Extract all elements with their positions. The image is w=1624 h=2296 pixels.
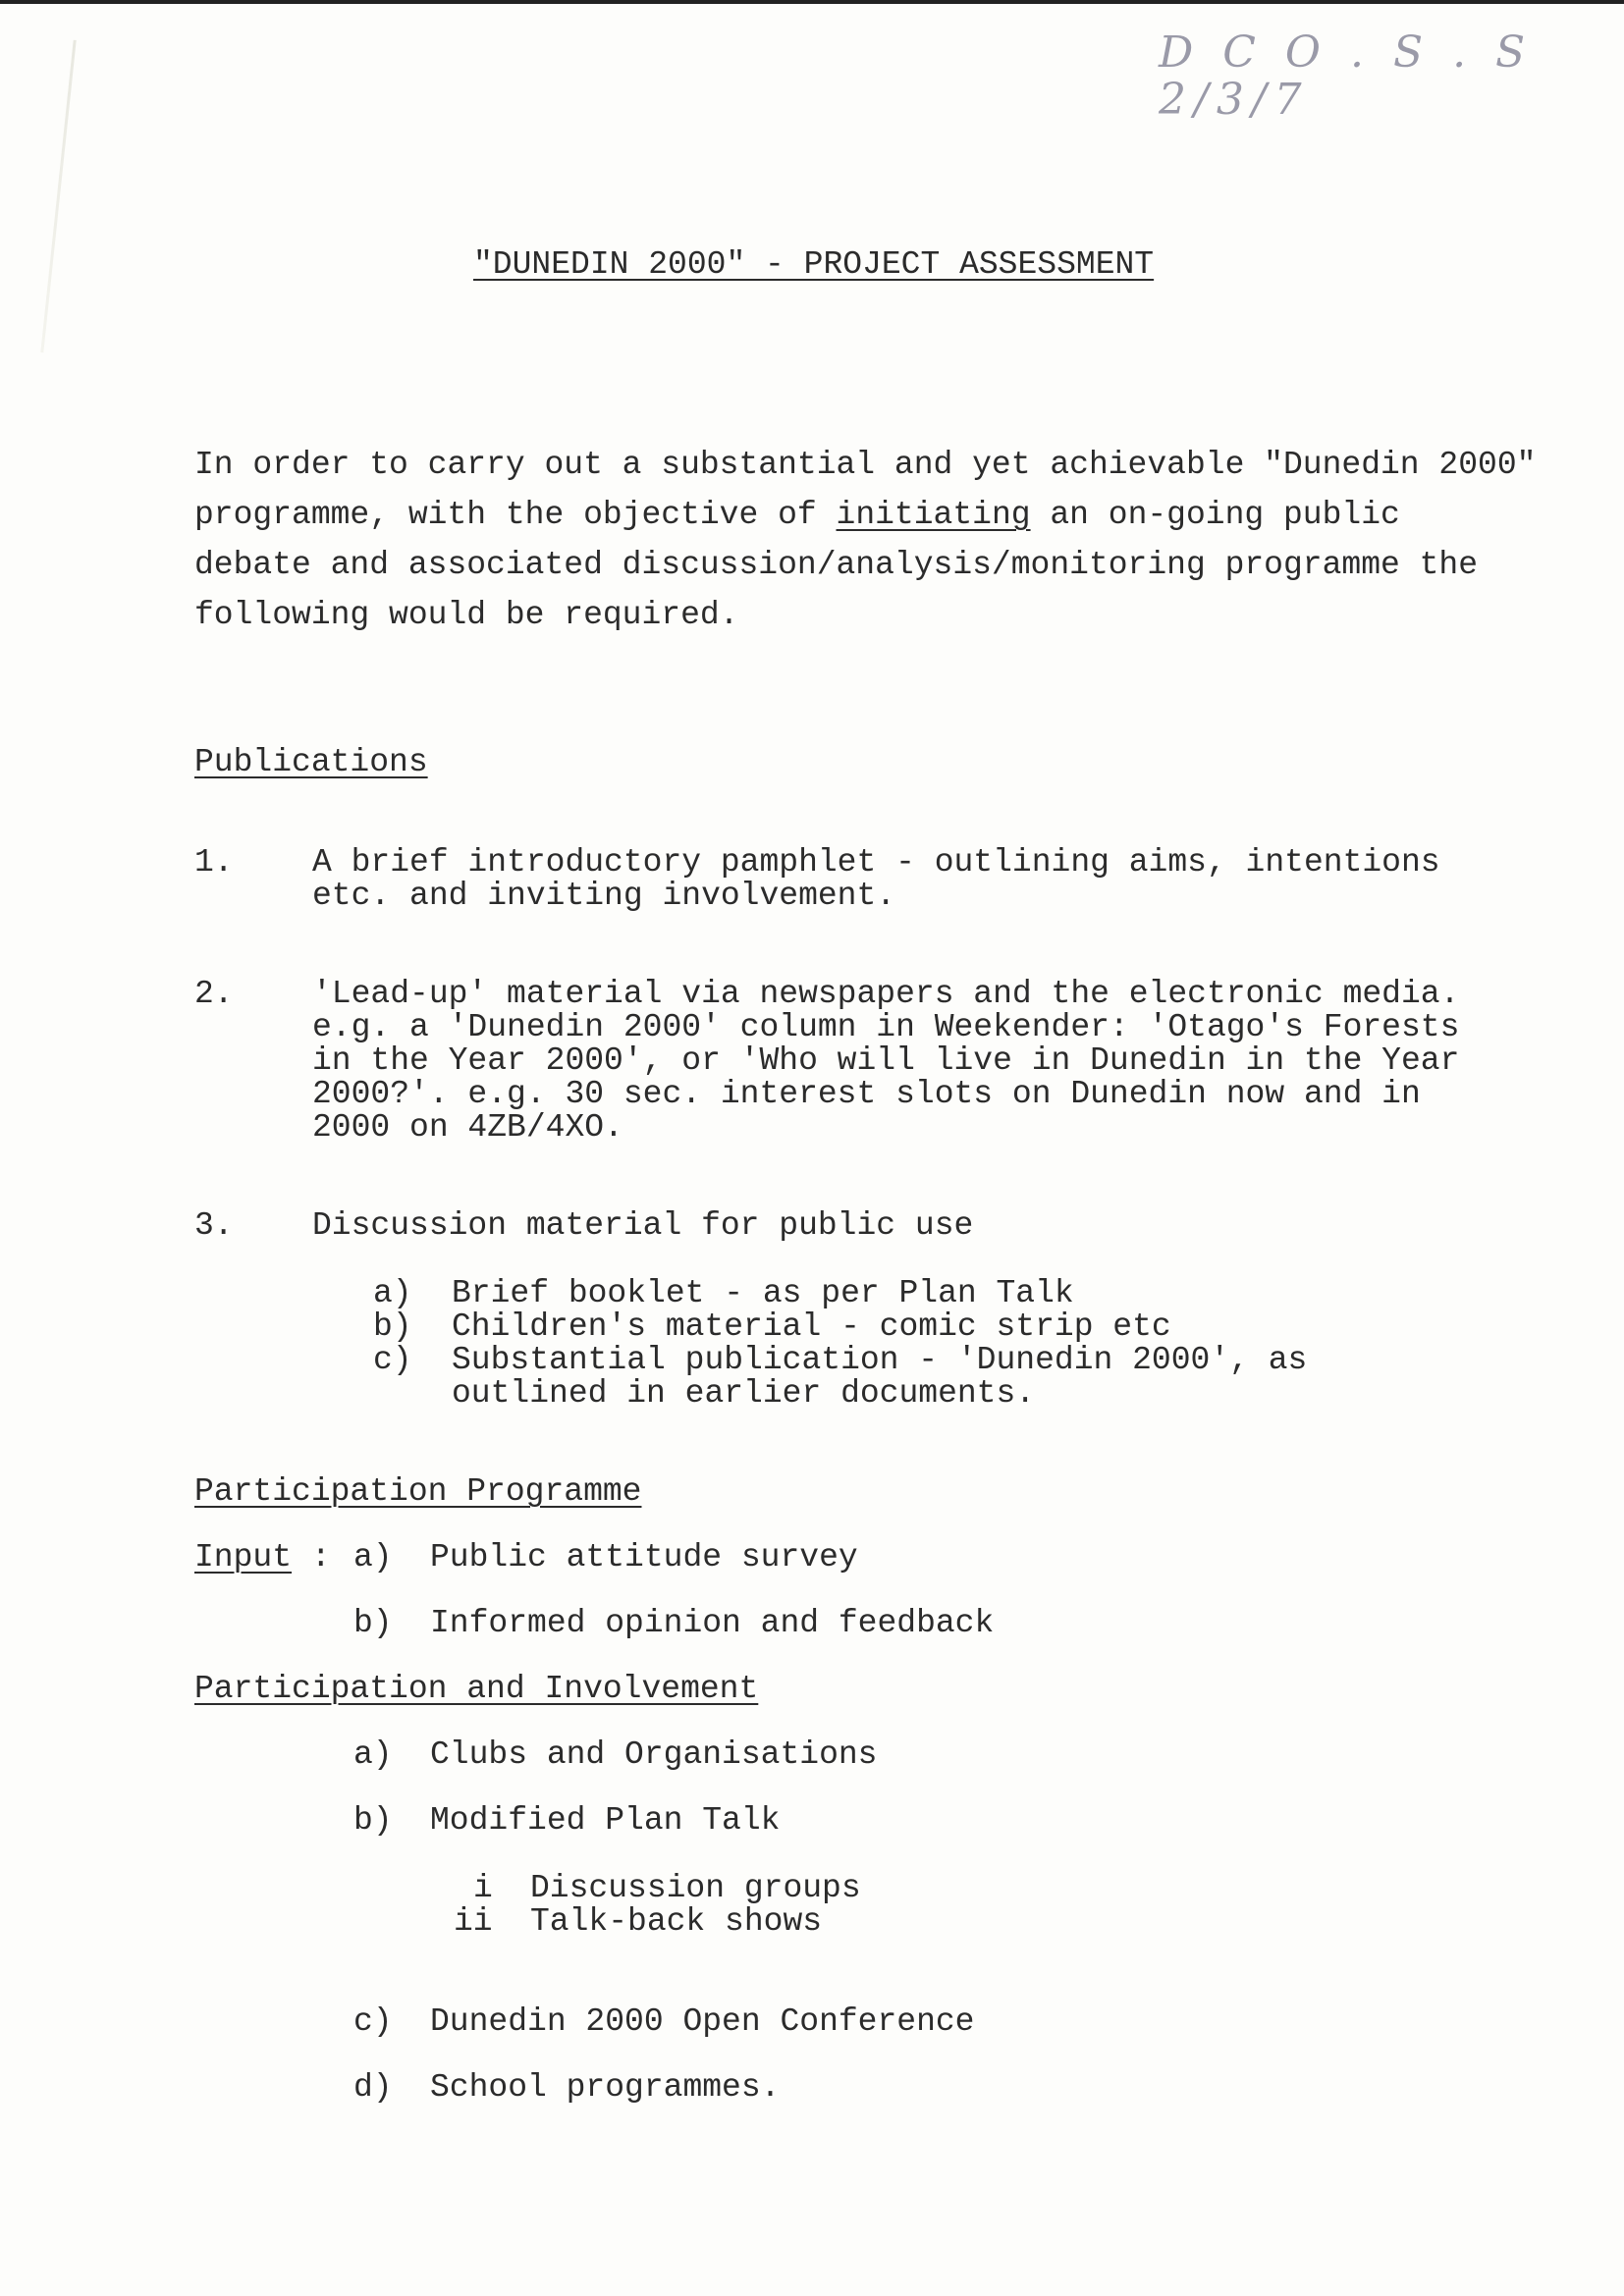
intro-line-2-start: programme, with the objective of xyxy=(194,497,837,533)
intro-line-2 xyxy=(194,490,1536,540)
sub-key: c) xyxy=(373,1342,412,1378)
sub-item-a: Brief booklet - as per Plan Talk xyxy=(452,1275,1074,1311)
sub-key: a) xyxy=(373,1275,412,1311)
sub-line: outlined in earlier documents. xyxy=(452,1375,1036,1412)
input-item-a: Public attitude survey xyxy=(430,1539,858,1575)
involvement-item-b: Modified Plan Talk xyxy=(430,1802,781,1839)
roman-item-ii: Talk-back shows xyxy=(530,1903,823,1940)
input-item-b: Informed opinion and feedback xyxy=(430,1605,995,1641)
sub-key: b) xyxy=(373,1308,412,1345)
involvement-key: b) xyxy=(353,1802,393,1839)
item-line: etc. and inviting involvement. xyxy=(312,878,896,914)
intro-emphasis: initiating xyxy=(836,497,1031,533)
involvement-key: d) xyxy=(353,2069,393,2106)
page-title: "DUNEDIN 2000" - PROJECT ASSESSMENT xyxy=(473,246,1155,283)
input-separator: : xyxy=(292,1539,331,1575)
item-line: 2000?'. e.g. 30 sec. interest slots on Dunedin now and in xyxy=(312,1076,1421,1112)
publications-heading: Publications xyxy=(194,744,428,780)
item-line: A brief introductory pamphlet - outlining aims, intentions xyxy=(312,844,1440,881)
item-line: 2000 on 4ZB/4XO. xyxy=(312,1109,623,1146)
annotation-line-2: 2/3/7 xyxy=(1159,75,1310,125)
input-key: a) xyxy=(353,1539,393,1575)
annotation-line-1: D C O . S . S xyxy=(1159,27,1534,78)
item-number: 3. xyxy=(194,1207,234,1244)
sub-line: Substantial publication - 'Dunedin 2000', as xyxy=(452,1342,1308,1378)
involvement-key: c) xyxy=(353,2003,393,2040)
involvement-key: a) xyxy=(353,1736,393,1773)
input-key: b) xyxy=(353,1605,393,1641)
input-label: Input xyxy=(194,1539,293,1575)
item-line: in the Year 2000', or 'Who will live in Dunedin in the Year xyxy=(312,1042,1460,1079)
participation-heading: Participation Programme xyxy=(194,1473,642,1510)
involvement-item-d: School programmes. xyxy=(430,2069,781,2106)
intro-line-3: debate and associated discussion/analysis/monitoring programme the xyxy=(194,547,1479,583)
publication-item-3: Discussion material for public use xyxy=(312,1207,974,1244)
involvement-heading: Participation and Involvement xyxy=(194,1671,759,1707)
input-row xyxy=(194,1541,331,1575)
roman-item-i: Discussion groups xyxy=(530,1870,861,1906)
publication-item-2 xyxy=(312,978,1459,1145)
scan-shadow xyxy=(40,40,76,353)
scan-top-edge xyxy=(0,0,1624,4)
roman-key: i xyxy=(473,1870,493,1906)
involvement-item-c: Dunedin 2000 Open Conference xyxy=(430,2003,975,2040)
item-line: 'Lead-up' material via newspapers and the electronic media. xyxy=(312,976,1460,1012)
item-number: 1. xyxy=(194,844,234,881)
intro-line-1: In order to carry out a substantial and yet achievable "Dunedin 2000" xyxy=(194,447,1537,483)
sub-item-c xyxy=(452,1344,1307,1411)
sub-item-b: Children's material - comic strip etc xyxy=(452,1308,1171,1345)
item-number: 2. xyxy=(194,976,234,1012)
publication-item-1 xyxy=(312,846,1440,913)
handwritten-annotation xyxy=(1159,29,1533,124)
item-line: e.g. a 'Dunedin 2000' column in Weekender: 'Otago's Forests xyxy=(312,1009,1460,1045)
roman-key: ii xyxy=(454,1903,493,1940)
intro-paragraph xyxy=(194,440,1536,640)
involvement-item-a: Clubs and Organisations xyxy=(430,1736,878,1773)
intro-line-2-end: an on-going public xyxy=(1030,497,1400,533)
intro-line-4: following would be required. xyxy=(194,597,739,633)
